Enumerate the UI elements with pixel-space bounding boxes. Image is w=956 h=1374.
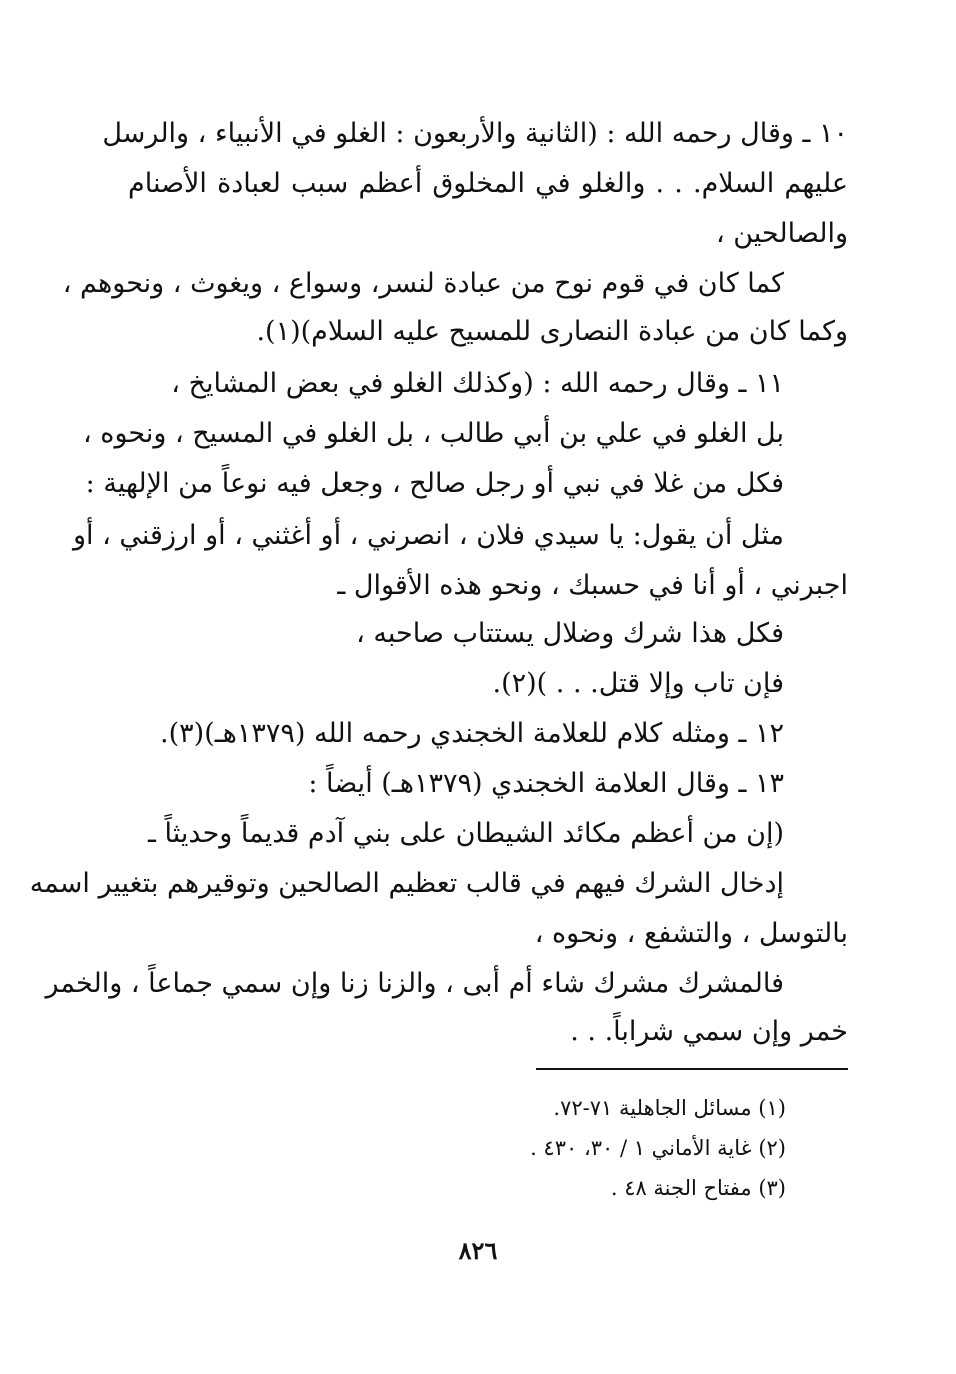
footnote: (١) مسائل الجاهلية ٧١-٧٢. [553,1096,786,1120]
body-line: فإن تاب وإلا قتل. . . )(٢). [492,668,784,699]
body-line: مثل أن يقول: يا سيدي فلان ، انصرني ، أو أغثني ، أو ارزقني ، أو [72,520,784,551]
body-line: فكل من غلا في نبي أو رجل صالح ، وجعل فيه نوعاً من الإلهية : [85,468,784,499]
body-line: عليهم السلام. . . والغلو في المخلوق أعظم سبب لعبادة الأصنام [128,168,848,199]
body-line: ١٢ ـ ومثله كلام للعلامة الخجندي رحمه الله (١٣٧٩هـ)(٣). [160,718,784,749]
footnote-separator [536,1068,848,1070]
body-line: كما كان في قوم نوح من عبادة لنسر، وسواع ، ويغوث ، ونحوهم ، [62,268,784,299]
body-line: اجبرني ، أو أنا في حسبك ، ونحو هذه الأقوال ـ [337,570,848,601]
body-line: فالمشرك مشرك شاء أم أبى ، والزنا زنا وإن سمي جماعاً ، والخمر [45,968,784,999]
page-number: ٨٢٦ [458,1236,498,1265]
body-line: بالتوسل ، والتشفع ، ونحوه ، [534,918,848,949]
footnote: (٢) غاية الأماني ١ / ٣٠، ٤٣٠ . [530,1136,786,1160]
footnote: (٣) مفتاح الجنة ٤٨ . [610,1176,786,1200]
body-line: (إن من أعظم مكائد الشيطان على بني آدم قديماً وحديثاً ـ [148,818,784,849]
body-line: فكل هذا شرك وضلال يستتاب صاحبه ، [356,618,784,649]
body-line: وكما كان من عبادة النصارى للمسيح عليه السلام)(١). [256,316,848,347]
body-line: إدخال الشرك فيهم في قالب تعظيم الصالحين وتوقيرهم بتغيير اسمه [29,868,784,899]
body-line: بل الغلو في علي بن أبي طالب ، بل الغلو في المسيح ، ونحوه ، [83,418,784,449]
body-line: ١٠ ـ وقال رحمه الله : (الثانية والأربعون : الغلو في الأنبياء ، والرسل [102,118,848,149]
body-line: خمر وإن سمي شراباً. . . [570,1016,848,1047]
body-line: ١٣ ـ وقال العلامة الخجندي (١٣٧٩هـ) أيضاً : [308,768,784,799]
body-line: والصالحين ، [715,218,848,249]
body-line: ١١ ـ وقال رحمه الله : (وكذلك الغلو في بعض المشايخ ، [171,368,784,399]
